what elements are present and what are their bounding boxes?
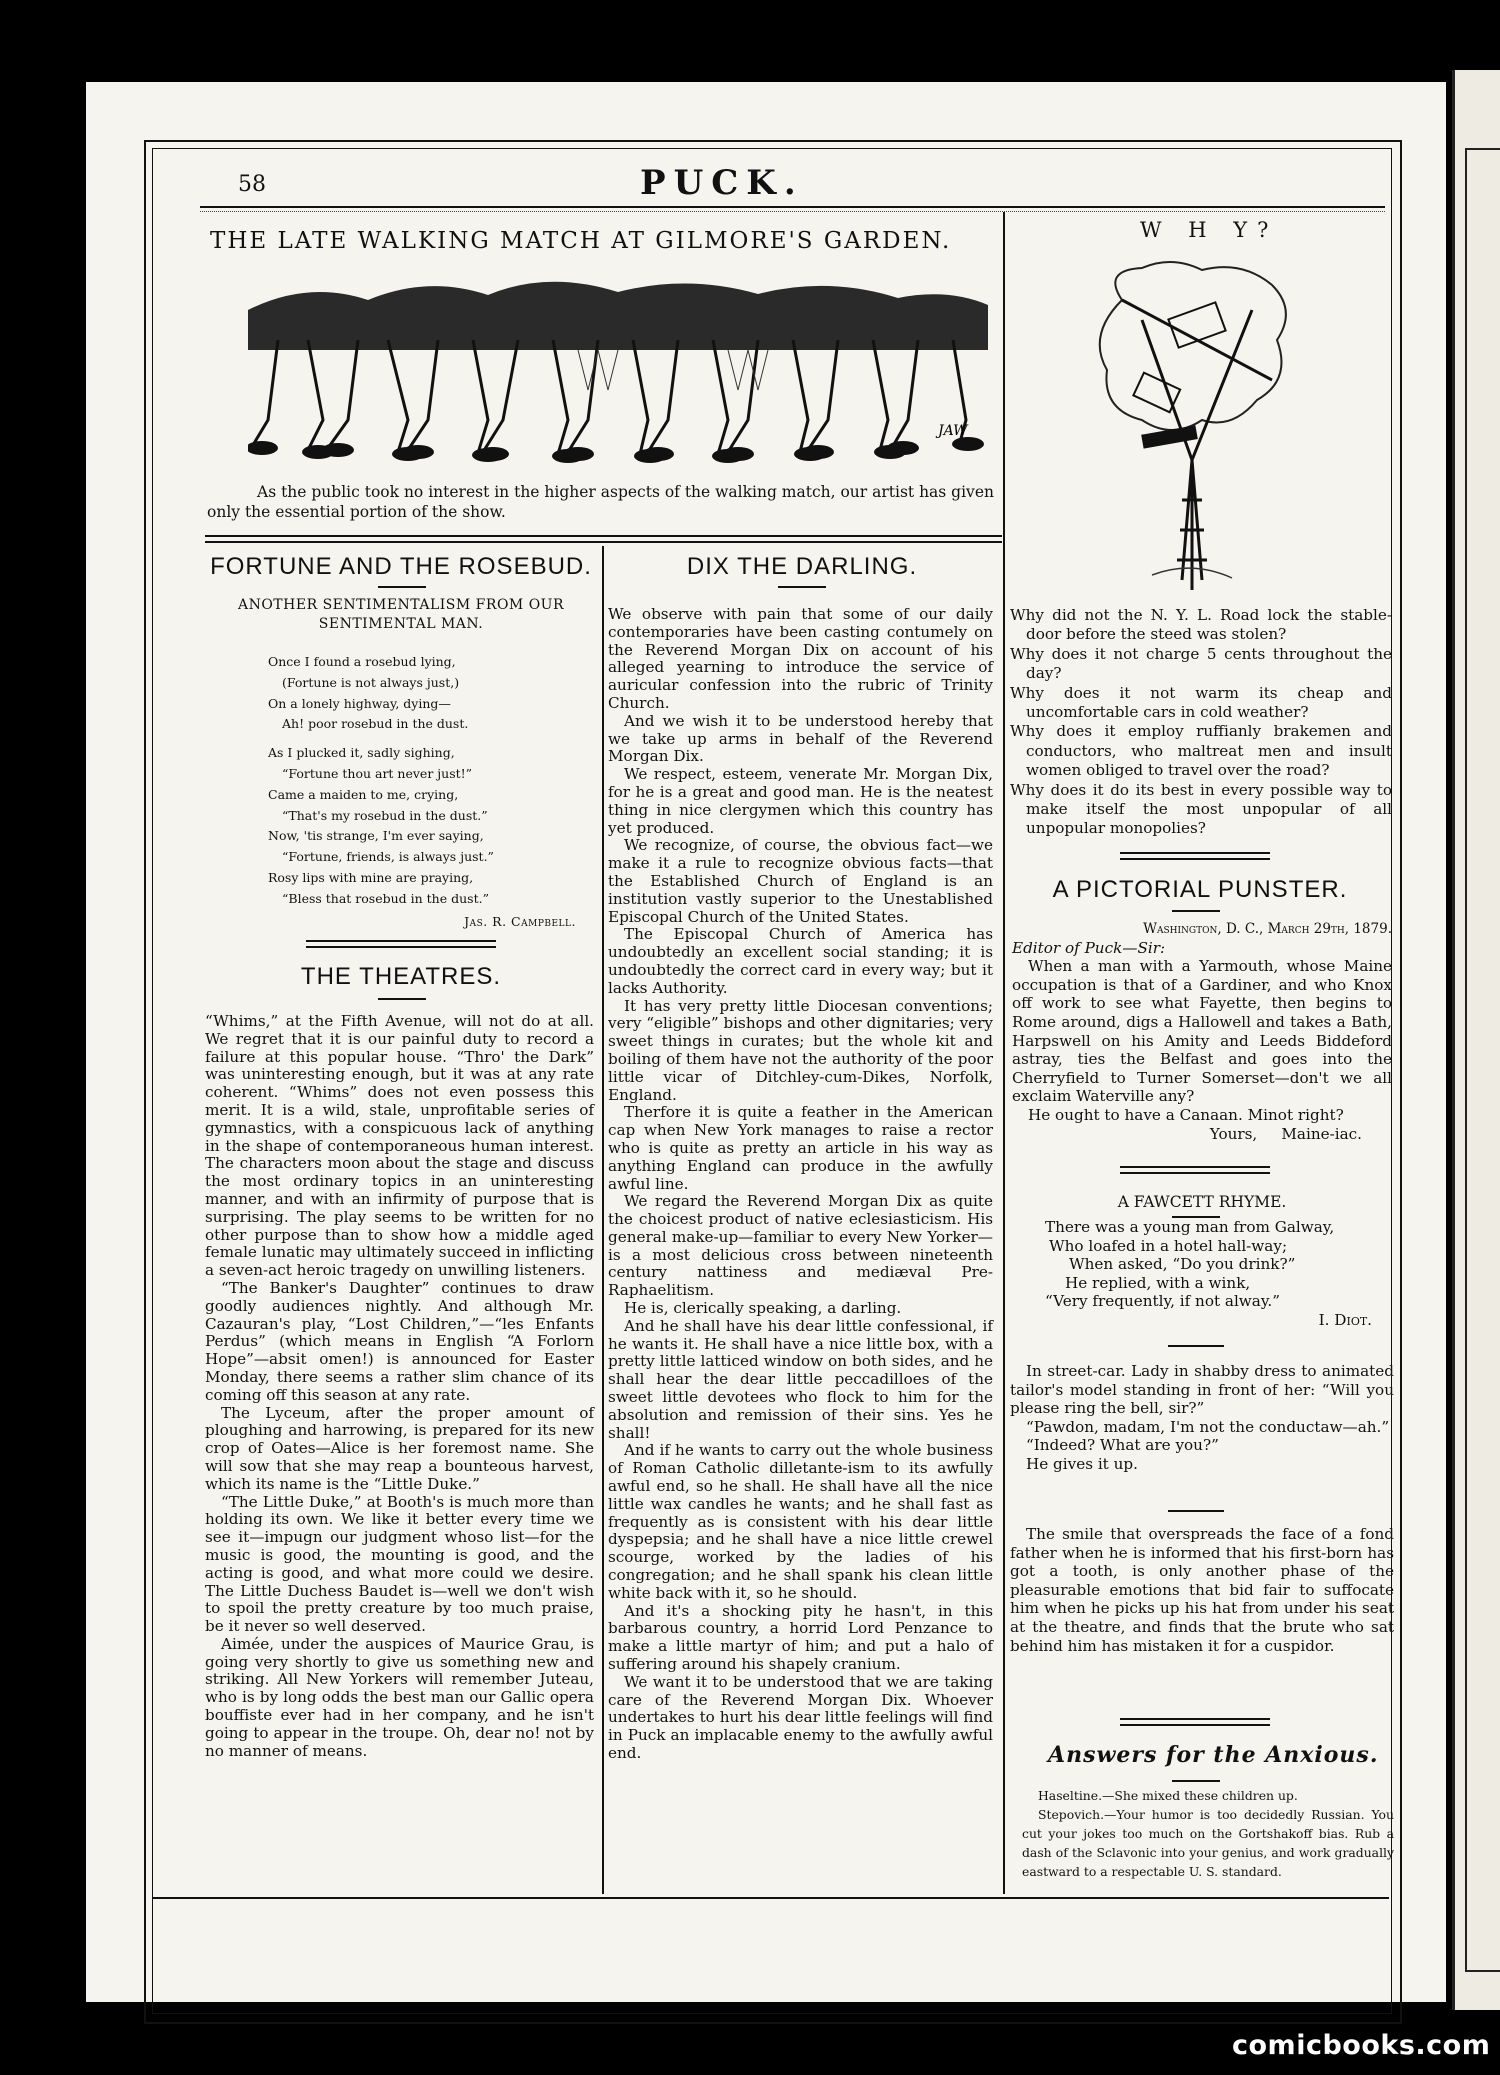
article-paragraph: And if he wants to carry out the whole business of Roman Catholic dilletante-ism to its awfully awful end, so he shall. He shall have all the nice little wax candles he wants; and he shall fast as frequently as is consistent with his dear little dyspepsia; and he shall have a nice little crewel scourge, worked by the ladies of his congregation; and he shall spank his clean little white back with it, so he should. <box>608 1441 993 1602</box>
fortune-subtitle: ANOTHER SENTIMENTALISM FROM OUR SENTIMENTAL MAN. <box>237 597 565 632</box>
article-paragraph: And he shall have his dear little confessional, if he wants it. He shall have a nice little box, with a pretty little latticed window on both sides, and he shall hear the dear little peccadilloes of the sweet little devotees who flock to him for the absolution and remission of their sins. Yes he shall! <box>608 1316 993 1442</box>
streetcar-paragraph: “Indeed? What are you?” <box>1026 1436 1219 1455</box>
poem-line: “That's my rosebud in the dust.” <box>282 807 488 823</box>
article-paragraph: He is, clerically speaking, a darling. <box>624 1299 902 1318</box>
poem-line: Once I found a rosebud lying, <box>268 654 456 669</box>
fortune-title: FORTUNE AND THE ROSEBUD. <box>210 553 592 580</box>
article-paragraph: Aimée, under the auspices of Maurice Grau, is going very shortly to give us something new and striking. All New Yorkers will remember Juteau, who is by long odds the best man our Gallic opera bouffiste ever had in her company, and he isn't going to appear in the troupe. Oh, dear no! not by no manner of means. <box>205 1634 594 1760</box>
punster-letter <box>1012 920 1392 1143</box>
why-question: Why does it not charge 5 cents throughout the day? <box>1010 644 1392 683</box>
streetcar-paragraph: In street-car. Lady in shabby dress to animated tailor's model standing in front of her: “Will you please ring the bell, sir?” <box>1010 1362 1394 1418</box>
article-paragraph: The Lyceum, after the proper amount of ploughing and harrowing, is prepared for its new crop of Oates—Alice is her foremost name. She will sow that she may reap a bounteous harvest, which its name is the “Little Duke.” <box>205 1403 594 1493</box>
site-watermark: comicbooks.com <box>1232 2030 1491 2061</box>
poem-line: Now, 'tis strange, I'm ever saying, <box>268 828 484 844</box>
punster-signature: Yours, Maine-iac. <box>1209 1124 1362 1143</box>
adjacent-page-edge <box>1452 70 1500 2010</box>
why-question: Why does it not warm its cheap and uncomfortable cars in cold weather? <box>1010 683 1392 722</box>
poem-line: “Bless that rosebud in the dust.” <box>282 890 489 906</box>
streetcar-item <box>1010 1362 1394 1474</box>
dix-title: DIX THE DARLING. <box>686 553 918 580</box>
fortune-signature: Jas. R. Campbell. <box>464 913 576 929</box>
article-paragraph: “The Little Duke,” at Booth's is much more than holding its own. We like it better every time we see it—impugn our judgment whoso list—for the music is good, the mounting is good, and the acting is good, and what more could we desire. The Little Duchess Baudet is—well we don't wish to spoil the pretty creature by too much praise, be it never so well deserved. <box>205 1492 594 1636</box>
answer-item: Haseltine.—She mixed these children up. <box>1038 1788 1298 1803</box>
article-paragraph: We observe with pain that some of our daily contemporaries have been casting contumely on the Reverend Morgan Dix on account of his alleged yearning to introduce the service of auricular confession into the rubric of Trinity Church. <box>608 605 993 712</box>
section-divider <box>205 535 1002 537</box>
why-question: Why does it do its best in every possible way to make itself the most unpopular of all unpopular monopolies? <box>1010 780 1392 838</box>
punster-salutation: Editor of Puck—Sir: <box>1012 938 1166 957</box>
why-questions <box>1010 606 1392 839</box>
punster-dateline: Washington, D. C., March 29th, 1879. <box>1143 921 1392 937</box>
artist-mark: JAW <box>938 423 968 439</box>
article-paragraph: “Whims,” at the Fifth Avenue, will not do at all. We regret that it is our painful duty to record a failure at this popular house. “Thro' the Dark” was uninteresting enough, but it was at any rate coherent. “Whims” does not even possess this merit. It is a wild, stale, unprofitable series of gymnastics, with a conspicuous lack of anything in the shape of contemporaneous human interest. The characters moon about the stage and discuss the most ordinary topics in an uninteresting manner, and with an infirmity of purpose that is surprising. The play seems to be written for no other purpose than to show how a middle aged female lunatic may ultimately succeed in inflicting a seven-act heroic tragedy on unwilling listeners. <box>205 1012 594 1280</box>
why-title: W H Y? <box>1140 218 1279 242</box>
dix-article <box>608 606 993 1763</box>
poem-line: Came a maiden to me, crying, <box>268 786 459 802</box>
walking-match-title: THE LATE WALKING MATCH AT GILMORE'S GARDEN. <box>210 228 952 254</box>
streetcar-paragraph: He gives it up. <box>1026 1454 1138 1473</box>
punster-body: When a man with a Yarmouth, whose Maine occupation is that of a Gardiner, and who Knox off work to see what Fayette, then begins to Rome around, digs a Hallowell and takes a Bath, Harpswell on his Amity and Leeds Biddeford astray, ties the Belfast and goes into the Cherryfield to Turner Somerset—don't we all exclaim Waterville any? <box>1012 957 1392 1106</box>
poem-line: Rosy lips with mine are praying, <box>268 869 474 885</box>
column-divider-middle <box>602 546 604 1894</box>
rhyme-line: He replied, with a wink, <box>1065 1273 1251 1292</box>
article-paragraph: We regard the Reverend Morgan Dix as quite the choicest product of native eclesiasticism. His general make-up—familiar to every New Yorker—is a most delicious cross between nineteenth century nattiness and mediæval Pre-Raphaelitism. <box>608 1192 993 1300</box>
article-paragraph: “The Banker's Daughter” continues to draw goodly audiences nightly. And although Mr. Cazauran's play, “Lost Children,”—“les Enfants Perdus” (which means in English “A Forlorn Hope”—absit omen!) is announced for Easter Monday, there seems a rather slim chance of its coming off this season at any rate. <box>205 1278 594 1404</box>
answer-item: Stepovich.—Your humor is too decidedly Russian. You cut your jokes too much on the Gortshakoff bias. Rub a dash of the Sclavonic into your genius, and work gradually eastward to a respectable U. S. standard. <box>1022 1807 1394 1879</box>
poem-line: Ah! poor rosebud in the dust. <box>282 716 469 732</box>
article-paragraph: We respect, esteem, venerate Mr. Morgan Dix, for he is a great and good man. He is the neatest thing in nice clergymen which this country has yet produced. <box>608 765 993 837</box>
rhyme-line: Who loafed in a hotel hall-way; <box>1049 1236 1288 1255</box>
bottom-rule <box>153 1897 1389 1899</box>
smile-item <box>1010 1525 1394 1655</box>
why-question: Why does it employ ruffianly brakemen and conductors, who maltreat men and insult women obliged to travel over the road? <box>1010 722 1392 780</box>
rhyme-line: “Very frequently, if not alway.” <box>1045 1292 1281 1311</box>
article-paragraph: We want it to be understood that we are taking care of the Reverend Morgan Dix. Whoever undertakes to hurt his dear little feelings will find in Puck an implacable enemy to the awfully awful end. <box>608 1672 993 1762</box>
fawcett-rhyme <box>1045 1218 1390 1330</box>
article-paragraph: Therfore it is quite a feather in the American cap when New York manages to raise a rector who is quite as pretty an article in his way as anything England can produce in the awfully awful line. <box>608 1103 993 1193</box>
rhyme-line: There was a young man from Galway, <box>1045 1218 1335 1236</box>
poem-line: “Fortune, friends, is always just.” <box>282 849 494 865</box>
article-paragraph: It has very pretty little Diocesan conventions; very “eligible” bishops and other dignitaries; very sweet things in curates; but the whole kit and boiling of them have not the authority of the poor little vicar of Ditchley-cum-Dikes, Norfolk, England. <box>608 996 993 1104</box>
poem-line: “Fortune thou art never just!” <box>282 765 473 781</box>
fawcett-title: A FAWCETT RHYME. <box>1117 1193 1287 1211</box>
column-divider-right <box>1003 212 1005 1894</box>
theatres-title: THE THEATRES. <box>300 963 502 990</box>
why-illustration <box>1082 260 1302 590</box>
walking-match-illustration <box>248 270 988 470</box>
poem-line: On a lonely highway, dying— <box>268 695 451 711</box>
streetcar-paragraph: “Pawdon, madam, I'm not the conductaw—ah.” <box>1026 1417 1390 1436</box>
answers-title: Answers for the Anxious. <box>1048 1742 1379 1768</box>
article-paragraph: The Episcopal Church of America has undoubtedly an excellent social standing; it is undoubtedly the correct card in every way; but it lacks Authority. <box>608 925 993 997</box>
punster-title: A PICTORIAL PUNSTER. <box>1052 876 1348 903</box>
article-paragraph: And it's a shocking pity he hasn't, in this barbarous country, a horrid Lord Penzance to make a little martyr of him; and put a halo of suffering around his shapely cranium. <box>608 1601 993 1674</box>
poem-line: As I plucked it, sadly sighing, <box>268 745 455 761</box>
answers-list <box>1022 1786 1394 1881</box>
smile-paragraph: The smile that overspreads the face of a fond father when he is informed that his first-born has got a tooth, is only another phase of the pleasurable emotions that bid fair to suffocate him when he picks up his hat from under his seat at the theatre, and finds that the brute who sat behind him has mistaken it for a cuspidor. <box>1010 1525 1394 1655</box>
theatres-article <box>205 1013 594 1760</box>
walking-match-caption: As the public took no interest in the higher aspects of the walking match, our artist has given only the essential portion of the show. <box>207 483 994 521</box>
fortune-poem <box>268 652 588 932</box>
article-paragraph: And we wish it to be understood hereby that we take up arms in behalf of the Reverend Morgan Dix. <box>608 711 993 766</box>
page-number: 58 <box>238 172 266 197</box>
punster-closing: He ought to have a Canaan. Minot right? <box>1028 1105 1344 1124</box>
masthead-rule <box>200 206 1385 208</box>
poem-line: (Fortune is not always just,) <box>282 674 460 690</box>
article-paragraph: We recognize, of course, the obvious fact—we make it a rule to recognize obvious facts—that the Established Church of England is an institution vastly superior to the Unestablished Episcopal Church of the United States. <box>608 836 993 926</box>
rhyme-line: When asked, “Do you drink?” <box>1069 1255 1296 1274</box>
fawcett-signature: I. Diot. <box>1318 1310 1372 1329</box>
masthead: PUCK. <box>640 163 804 203</box>
why-question: Why did not the N. Y. L. Road lock the stable-door before the steed was stolen? <box>1010 606 1392 644</box>
